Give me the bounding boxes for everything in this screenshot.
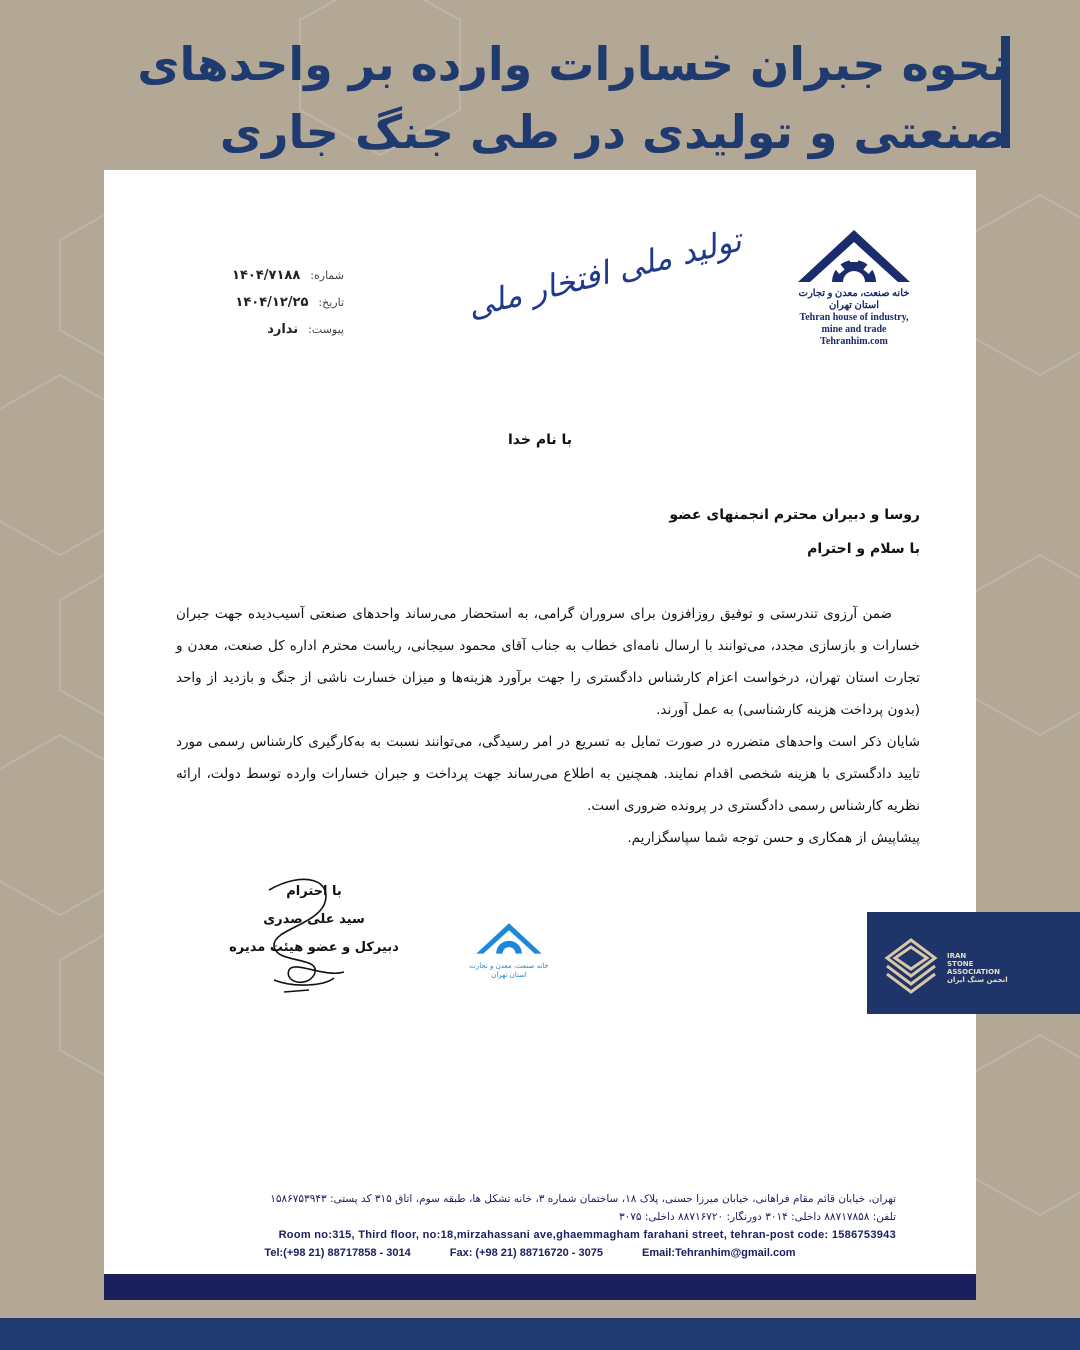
bottom-band [0,1318,1080,1350]
email: Email:Tehranhim@gmail.com [642,1247,796,1259]
stamp-line-1: خانه صنعت، معدن و تجارت [469,962,549,970]
logo-name-fa-2: استان تهران [828,300,880,311]
number-value: ۱۴۰۴/۷۱۸۸ [232,268,301,283]
page-title [108,30,1008,166]
letter-meta [204,262,344,343]
number-label: شماره: [310,269,344,282]
chamber-logo [784,226,924,348]
gear-roof-icon [474,920,544,958]
salutation [669,498,920,566]
badge-line-1: IRAN [947,952,967,960]
signer-position: دبیرکل و عضو هیئت مدیره [229,940,399,955]
address-fa: تهران، خیابان قائم مقام فراهانی، خیابان میرزا حسنی، پلاک ۱۸، ساختمان شماره ۳، خانه تشکل ها، طبقه سوم، اتاق ۳۱۵ کد پستی: ۱۵۸۶۷۵۳۹۴۳ [270,1193,896,1205]
attachment-value: ندارد [267,322,299,337]
meta-attachment [204,316,344,343]
paragraph-1: ضمن آرزوی تندرستی و توفیق روزافزون برای سروران گرامی، به استحضار می‌رساند واحدهای صنعتی آسیب‌دیده جهت جبران خسارات و بازسازی مجدد، می‌توانند با ارسال نامه‌ای خطاب به جناب آقای محمود سیجانی، ریاست محترم اداره کل صنعت، معدن و تجارت استان تهران، درخواست اعزام کارشناس دادگستری را جهت برآورد هزینه‌ها و میزان خسارت ناشی از جنگ و بازدید از واحد (بدون پرداخت هزینه کارشناسی) به عمل آورند. [176,606,920,718]
closing: با احترام [286,884,342,899]
letter-footer-band [104,1274,976,1300]
footer-address [164,1190,896,1262]
fax: Fax: (+98 21) 88716720 - 3075 [449,1247,603,1259]
basmala: با نام خدا [507,432,572,448]
title-line-1: نحوه جبران خسارات وارده بر واحدهای [137,37,1008,91]
iran-stone-association-badge [867,912,1080,1014]
paragraph-2: شایان ذکر است واحدهای متضرره در صورت تمایل به تسریع در امر رسیدگی، می‌توانند نسبت به به‌کارگیری کارشناس رسمی مورد تایید دادگستری با هزینه شخصی اقدام نمایند. همچنین به اطلاع می‌رساند جهت پرداخت و جبران خسارات وارده توسط دولت، ارائه نظریه کارشناس رسمی دادگستری در پرونده ضروری است. [176,734,920,814]
paragraph-3: پیشاپیش از همکاری و حسن توجه شما سپاسگزاریم. [627,830,920,846]
signer-name: سید علی صدری [263,912,365,927]
attachment-label: پیوست: [308,323,344,336]
national-production-slogan [454,220,746,326]
badge-line-4: انجمن سنگ ایران [947,976,1008,984]
slogan-text: تولید ملی افتخار ملی [463,220,746,326]
contact-line [164,1244,896,1262]
greeting: با سلام و احترام [807,541,920,557]
title-line-2: صنعتی و تولیدی در طی جنگ جاری [219,105,1008,159]
tel: Tel:(+98 21) 88717858 - 3014 [264,1247,411,1259]
recipient: روسا و دبیران محترم انجمنهای عضو [669,507,920,523]
meta-number [204,262,344,289]
logo-name-fa-1: خانه صنعت، معدن و تجارت [798,288,910,299]
stamp-logo [464,920,554,980]
stamp-line-2: استان تهران [491,971,527,979]
meta-date [204,289,344,316]
letter-body [176,598,920,854]
date-value: ۱۴۰۴/۱۲/۲۵ [235,295,309,310]
logo-name-en-2: mine and trade [821,324,887,335]
badge-text [947,952,1008,984]
badge-line-3: ASSOCIATION [947,968,1000,976]
signature-block [214,878,414,962]
logo-name-en-1: Tehran house of industry, [799,312,909,323]
address-en: Room no:315, Third floor, no:18,mirzahassani ave,ghaemmagham farahani street, tehran-post code: 1586753943 [278,1229,896,1241]
badge-line-2: STONE [947,960,974,968]
gear-roof-icon [794,226,914,288]
stacked-diamond-icon [881,934,941,994]
logo-website: Tehranhim.com [820,336,888,347]
letter-document [104,170,976,1300]
date-label: تاریخ: [318,296,344,309]
phones-fa: تلفن: ۸۸۷۱۷۸۵۸ داخلی: ۳۰۱۴ دورنگار: ۸۸۷۱۶۷۲۰ داخلی: ۳۰۷۵ [618,1211,896,1223]
